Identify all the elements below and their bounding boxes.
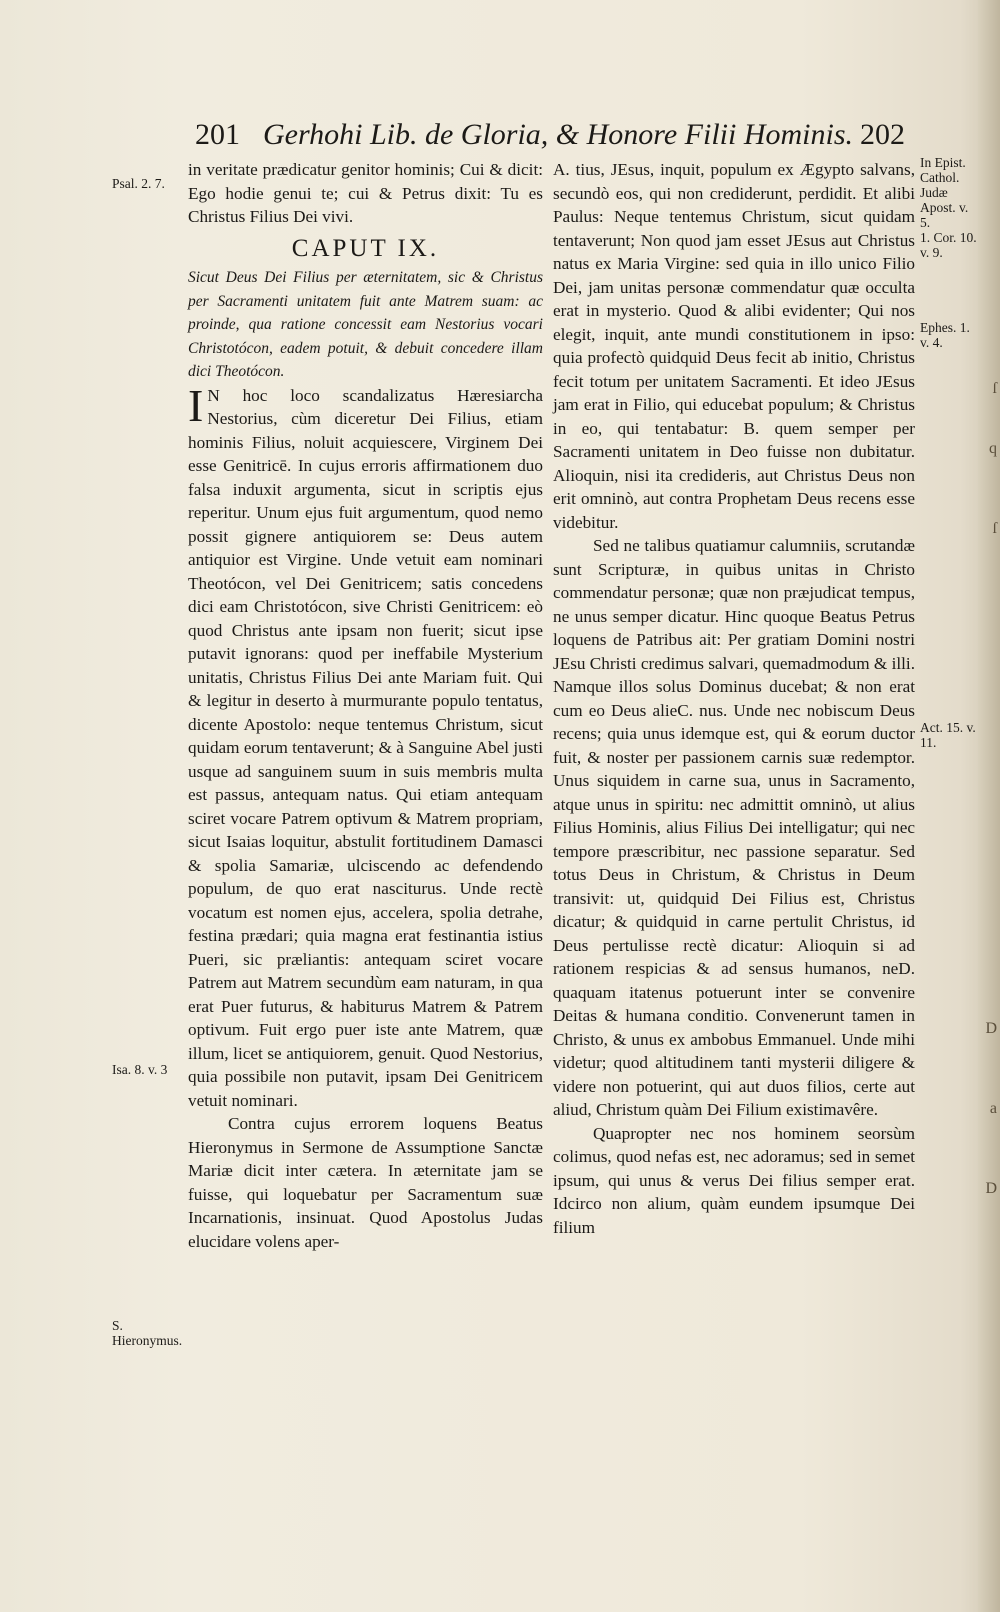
right-paragraph-1: A. tius, JEsus, inquit, populum ex Ægypto salvans, secundò eos, qui non crediderunt, perdidit. Et alibi Paulus: Neque tentemus Christum, sicut quidam tentaverunt; Non quod jam esset JEsus aut Christus natus ex Maria Virgine: sed quia in illo unico Filio Dei, jam unitas personæ commendatur quæ occulta erat in mysterio. Quod & alibi evidenter; Qui nos elegit, inquit, ante mundi constitutionem in ipso: quia profectò quidquid Deus fecit ab initio, Christus fecit totum per unitatem Sacramenti. Et ideo JEsus jam erat in Filio, qui educebat populum; & Christus in eo, qui tentabatur: B. quem semper per Sacramenti unitatem in Deo fuisse non dubitatur. Alioquin, nisi ita credideris, aut Christus Deus non erit omninò, aut contra Prophetam Deus recens esse videbitur. <box>553 160 915 532</box>
margin-note-psal: Psal. 2. 7. <box>112 176 165 191</box>
running-title: Gerhohi Lib. de Gloria, & Honore Filii Hominis. <box>263 118 854 151</box>
left-text-column <box>188 158 543 1253</box>
running-header <box>195 118 905 158</box>
margin-note-cor: 1. Cor. 10. v. 9. <box>920 230 977 260</box>
margin-note-act: Act. 15. v. 11. <box>920 720 976 750</box>
drop-cap: I <box>188 379 204 431</box>
page-number-left: 201 <box>195 118 240 151</box>
right-paragraph-3: Quapropter nec nos hominem seorsùm colimus, quod nefas est, nec adoramus; sed in semet ipsum, qui unus & verus Dei filius semper erat. Idcirco non alium, quàm eundem ipsumque Dei filium <box>553 1123 915 1237</box>
chapter-summary: Sicut Deus Dei Filius per æternitatem, sic & Christus per Sacramenti unitatem fuit ante Matrem suam: ac proinde, qua ratione concessit eam Nestorius vocari Christotócon, eadem potuit, & debuit concedere illam dici Theotócon. <box>188 269 543 380</box>
chapter-intro-text: in veritate prædicatur genitor hominis; Cui & dicit: Ego hodie genui te; cui & Petrus dixit: Tu es Christus Filius Dei vivi. <box>188 160 543 226</box>
chapter-title: CAPUT IX. <box>291 234 440 262</box>
left-paragraph-2: Contra cujus errorem loquens Beatus Hieronymus in Sermone de Assumptione Sanctæ Mariæ dicit inter cætera. In æternitate jam se fuisse, qui loquebatur per Sacramentum suæ Incarnationis, insinuat. Quod Apostolus Judas elucidare volens aper- <box>188 1114 543 1251</box>
left-paragraph-1-text: N hoc loco scandalizatus Hæresiarcha Nestorius, cùm diceretur Dei Filius, etiam hominis Filius, noluit acquiescere, Virginem Dei esse Genitricē. In cujus erroris affirmationem duo falsa induxit argumenta, sicut in scriptis ejus reperitur. Unum ejus fuit argumentum, quod nemo possit gignere antiquiorem se: Deus autem antiquior est Virgine. Unde vetuit eam nominari Theotócon, vel Dei Genitricem; satis concedens dici eam Christotócon, sive Christi Genitricem: eò quod Christus ante ipsam non fuerit; sicut ipse putavit ignorans: quod per ineffabile Mysterium unitatis, Christus Filius Dei ante Mariam fuit. Qui & legitur in deserto à murmurante populo tentatus, dicente Apostolo: neque tentemus Christum, sicut quidam eorum tentaverunt; & à Sanguine Abel justi usque ad sanguinem suum in suis membris multa est passus, antequam natus. Qui etiam antequam sciret vocare Patrem optivum & Matrem propriam, sicut Isaias loquitur, abstulit fortitudinem Damasci & spolia Samariæ, ulciscendo ac defendendo populum, de quo erat nasciturus. Unde rectè vocatum est nomen ejus, accelera, spolia detrahe, festina prædari; quia magna erat festinantia istius Pueri, sic præliantis: antequam sciret vocare Patrem aut Matrem secundùm eam naturam, in qua erat Puer futurus, & habiturus Matrem & Patrem optivum. Fuit ergo puer iste ante Matrem, quæ illum, licet se antiquiorem, genuit. Quod Nestorius, quia possibile non putavit, ipsam Dei Genitricem vetuit nominari. <box>188 385 543 1110</box>
page-number-right: 202 <box>860 118 905 151</box>
margin-note-isa: Isa. 8. v. 3 <box>112 1062 168 1077</box>
adjacent-page-edge: ſ q ſ D a D <box>978 0 1000 1612</box>
margin-note-epist: In Epist. Cathol. Judæ Apost. v. 5. <box>920 155 969 230</box>
left-paragraph-1 <box>188 379 543 1113</box>
margin-note-hieronymus: S. Hieronymus. <box>112 1318 183 1348</box>
right-text-column <box>553 158 915 1239</box>
right-paragraph-2: Sed ne talibus quatiamur calumniis, scrutandæ sunt Scripturæ, in quibus unitas in Christo commendatur personæ; quæ non præjudicat tempus, ne unus semper dicatur. Hinc quoque Beatus Petrus loquens de Patribus ait: Per gratiam Domini nostri JEsu Christi credimus salvari, quemadmodum & illi. Namque illos solus Dominus ducebat; & non erat cum eo Deus alieC. nus. Unde nec nobiscum Deus recens; quia unus idemque est, qui & eorum ductor fuit, & noster per passionem carnis suæ redemptor. Unus siquidem in carne sua, unus in Sacramento, atque unus in spiritu: nec admittit omninò, ut alius Filius Hominis, alius Filius Dei intelligatur; qui nec tempore præscribitur, nec passione separatur. Sed totus Deus in Christum, & Christus in Deum transivit: ut, quidquid Dei Filius est, Christus dicatur; & quidquid in carne pertulit Christus, id Deus pertulisse rectè dicatur: Alioquin si ad rationem respicias & ad sensus humanos, neD. quaquam itatenus potuerunt inter se convenire Deitas & humana conditio. Convenerunt tamen in Christo, & unus ex ambobus Emmanuel. Unde mihi videtur; quod altitudinem tanti mysterii diligere & videre non potuerint, qui aut duos filios, certe aut aliud, Christum quàm Dei Filium existimavêre. <box>553 536 915 1119</box>
margin-note-ephes: Ephes. 1. v. 4. <box>920 320 970 350</box>
